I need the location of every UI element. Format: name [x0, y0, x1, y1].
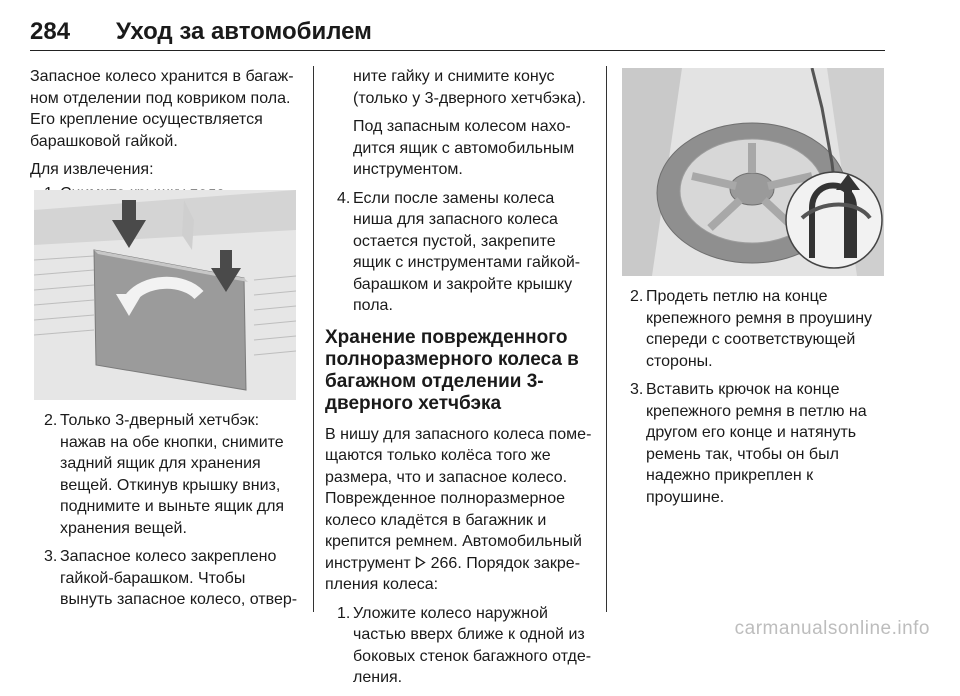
page-header	[30, 14, 885, 51]
column-1-lower	[30, 410, 300, 618]
body-paragraph: В нишу для запасного колеса поме-щаются только колёса того же размера, что и запасное колесо. Поврежденное полноразмерное колесо кладётся в багажник и крепится ремнем. Автомобильный инструмент 266. Порядок закре-пления колеса:	[325, 425, 592, 593]
list-text: Только 3-дверный хетчбэк: нажав на обе кнопки, снимите задний ящик для хранения вещей. Откинув крышку вниз, поднимите и выньте ящик для хранения вещей.	[60, 412, 285, 537]
reference-page: 266	[430, 554, 458, 572]
list-number: 1.	[337, 604, 351, 622]
list-text: Запасное колесо закреплено гайкой-барашком. Чтобы вынуть запасное колесо, отвер-	[60, 548, 298, 608]
continued-paragraph: ните гайку и снимите конус (только у 3-дверного хетчбэка).	[353, 68, 586, 107]
page-title: Уход за автомобилем	[116, 18, 372, 45]
list-number: 4.	[337, 189, 351, 207]
list-item	[618, 379, 888, 508]
column-divider	[606, 66, 607, 612]
list-number: 3.	[630, 381, 644, 398]
list-item	[325, 603, 595, 689]
intro-paragraph: Запасное колесо хранится в багаж-ном отделении под ковриком пола. Его крепление осуществляется барашковой гайкой.	[30, 68, 294, 150]
list-item	[618, 286, 888, 372]
wheel-strap-figure	[622, 68, 884, 276]
section-heading: Хранение поврежденного полноразмерного колеса в багажном отделении 3-дверного хетчбэка	[325, 326, 579, 414]
list-item	[325, 188, 595, 317]
list-text: Продеть петлю на конце крепежного ремня в проушину спереди с соответствующей стороны.	[646, 288, 873, 370]
list-text: Если после замены колеса ниша для запасного колеса остается пустой, закрепите ящик с инструментами гайкой-барашком и закройте крышку пола.	[353, 189, 581, 314]
lead-paragraph: Для извлечения:	[30, 161, 154, 178]
list-item	[30, 410, 300, 539]
reference-arrow-icon	[415, 555, 426, 572]
floor-cover-figure	[34, 190, 296, 400]
list-text: Уложите колесо наружной частью вверх ближе к одной из боковых стенок багажного отде-ления.	[353, 604, 592, 686]
page-number: 284	[30, 18, 71, 45]
column-divider	[313, 66, 314, 612]
list-item	[30, 546, 300, 611]
list-number: 2.	[630, 288, 644, 305]
list-number: 2.	[44, 412, 58, 429]
column-2	[325, 66, 595, 696]
list-number: 3.	[44, 548, 58, 565]
watermark[interactable]: carmanualsonline.info	[734, 618, 930, 639]
list-text: Вставить крючок на конце крепежного ремня в петлю на другом его конце и натянуть ремень так, чтобы он был надежно прикреплен к проушине.	[646, 381, 867, 506]
tool-box-paragraph: Под запасным колесом нахо-дится ящик с автомобильным инструментом.	[353, 118, 575, 178]
column-3	[618, 286, 888, 515]
